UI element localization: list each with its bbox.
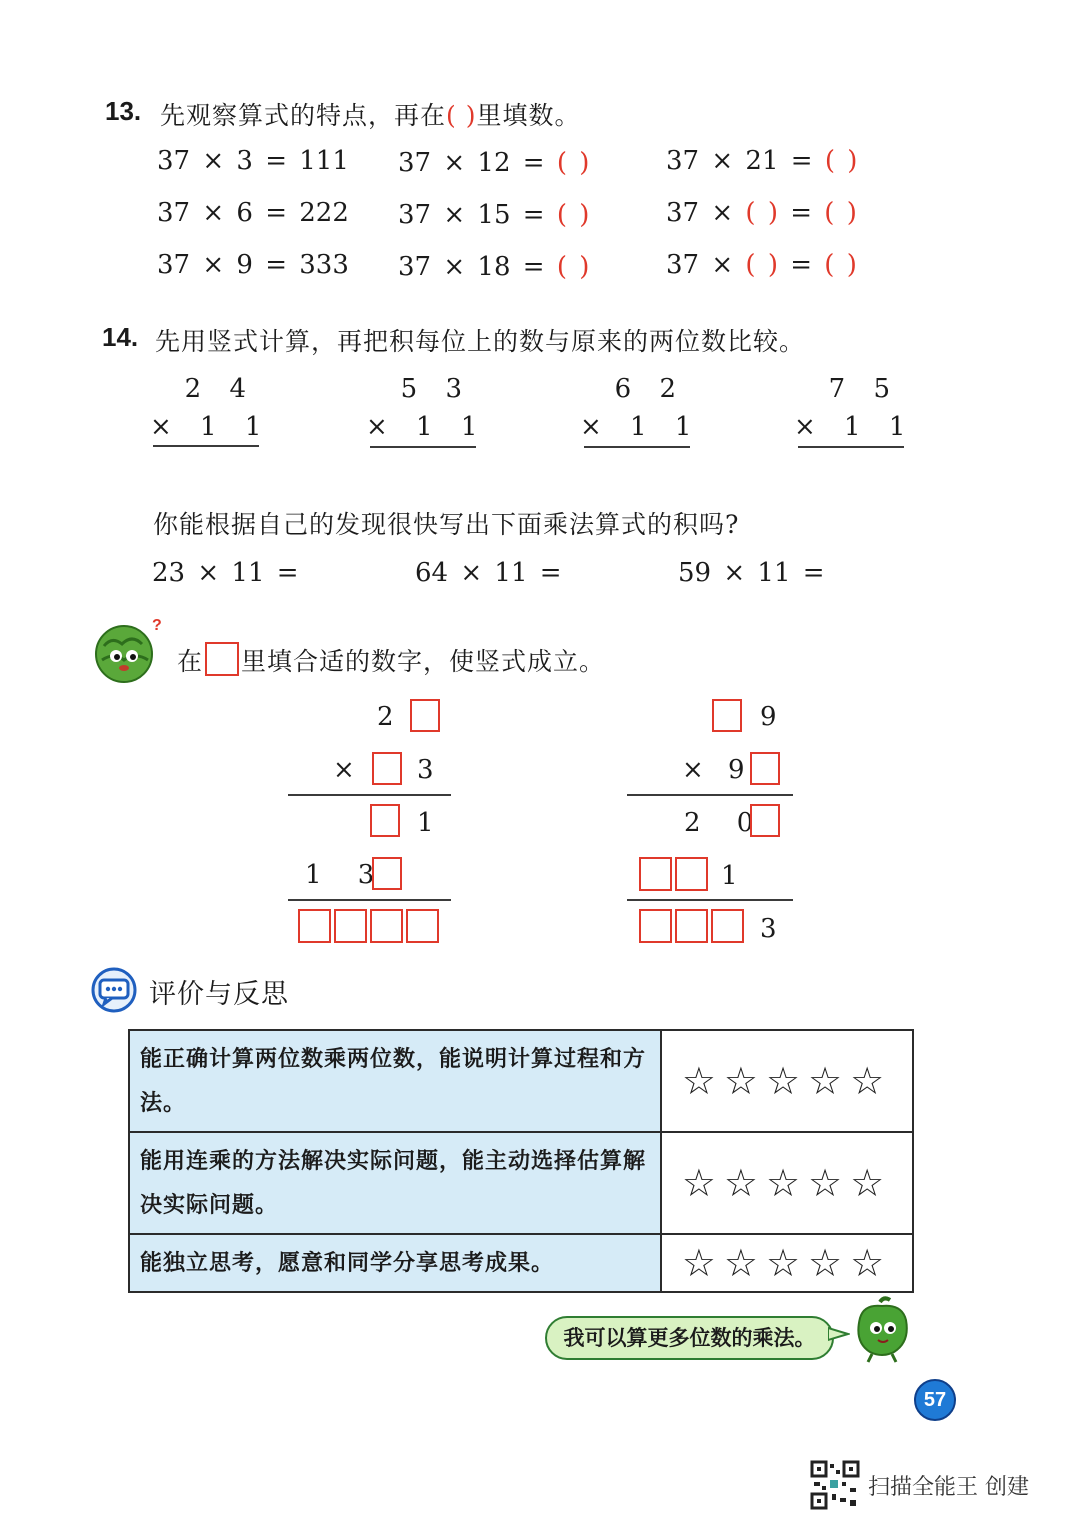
q13-col3-row2: 37 × ( ) = ( )	[666, 198, 857, 228]
vertical-rule-2	[370, 446, 476, 448]
equation-text: 37 ×	[666, 198, 734, 228]
q13-col2-row3	[398, 252, 589, 282]
speech-bubble: 我可以算更多位数的乘法。	[545, 1316, 834, 1360]
q13-col2-row2	[398, 200, 589, 230]
question-13-number: 13.	[105, 96, 142, 126]
left-puzzle-digits: 1 3	[305, 860, 389, 890]
digit-box[interactable]	[370, 909, 403, 943]
table-row	[129, 1132, 913, 1234]
digit-box[interactable]	[750, 804, 780, 837]
digit-box[interactable]	[372, 857, 402, 890]
left-puzzle-digit: 2	[377, 702, 394, 732]
quick-multiply-1: 23 × 11 =	[152, 558, 299, 588]
q13-col3-row3: 37 × ( ) = ( )	[666, 250, 857, 280]
vertical-bottom-2: × 1 1	[366, 412, 488, 442]
digit-box[interactable]	[372, 752, 402, 785]
factor-blank[interactable]: ( )	[745, 198, 778, 228]
digit-box[interactable]	[410, 699, 440, 732]
pepper-mascot-icon	[850, 1296, 916, 1364]
digit-box[interactable]	[298, 909, 331, 943]
q13-col1-row3: 37 × 9 = 333	[157, 250, 349, 280]
vertical-rule-1	[153, 445, 259, 447]
digit-box[interactable]	[334, 909, 367, 943]
star-rating[interactable]: ☆☆☆☆☆	[661, 1234, 913, 1292]
qr-code-icon	[810, 1460, 860, 1510]
q13-col1-row1: 37 × 3 = 111	[157, 146, 349, 176]
criterion-cell: 能正确计算两位数乘两位数，能说明计算过程和方法。	[129, 1030, 661, 1132]
question-13-prompt-part-a: 先观察算式的特点，再在	[160, 101, 447, 130]
vertical-bottom-1: × 1 1	[150, 412, 272, 442]
question-13-prompt-part-b: 里填数。	[476, 101, 581, 130]
equation-text: 37 ×	[666, 250, 734, 280]
q13-col1-row2: 37 × 6 = 222	[157, 198, 349, 228]
watermark-text: 扫描全能王 创建	[868, 1475, 1029, 1500]
page-number-badge: 57	[914, 1379, 956, 1421]
digit-box[interactable]	[639, 909, 672, 943]
answer-blank[interactable]: ( )	[556, 252, 590, 282]
q13-col2-row1	[398, 148, 589, 178]
table-row	[129, 1030, 913, 1132]
answer-blank[interactable]: ( )	[824, 250, 857, 280]
vertical-top-1: 2 4	[184, 374, 256, 404]
factor-blank[interactable]: ( )	[745, 250, 778, 280]
digit-box[interactable]	[675, 909, 708, 943]
vertical-top-2: 5 3	[400, 374, 472, 404]
digit-box[interactable]	[639, 857, 672, 891]
question-14-prompt: 先用竖式计算，再把积每位上的数与原来的两位数比较。	[155, 327, 806, 356]
right-puzzle-rule-1	[627, 794, 793, 796]
criterion-cell: 能用连乘的方法解决实际问题，能主动选择估算解决实际问题。	[129, 1132, 661, 1234]
prompt-box-icon	[205, 642, 239, 676]
question-14-number: 14.	[102, 322, 139, 352]
evaluation-table	[128, 1029, 914, 1293]
chat-bubble-icon	[90, 966, 138, 1014]
digit-box[interactable]	[711, 909, 744, 943]
equation-text: 37 × 15 =	[398, 200, 545, 230]
right-puzzle-digit: 9	[760, 702, 777, 732]
vertical-top-4: 7 5	[828, 374, 900, 404]
right-puzzle-multiplier: × 9	[682, 755, 753, 785]
prompt-paren: ( )	[446, 101, 477, 130]
quick-multiply-3: 59 × 11 =	[678, 558, 825, 588]
puzzle-prompt-part-a: 在	[177, 647, 204, 676]
equation-text: 37 × 21 =	[666, 146, 813, 176]
digit-box[interactable]	[406, 909, 439, 943]
left-puzzle-digit: 1	[417, 808, 434, 838]
digit-box[interactable]	[712, 699, 742, 732]
vertical-bottom-4: × 1 1	[794, 412, 916, 442]
vertical-bottom-3: × 1 1	[580, 412, 702, 442]
answer-blank[interactable]: ( )	[824, 146, 858, 176]
puzzle-prompt	[177, 642, 605, 678]
vertical-rule-3	[584, 446, 690, 448]
digit-box[interactable]	[675, 857, 708, 891]
left-puzzle-rule-1	[288, 794, 451, 796]
quick-multiply-2: 64 × 11 =	[415, 558, 562, 588]
left-puzzle-times: ×	[333, 755, 355, 785]
question-14-followup: 你能根据自己的发现很快写出下面乘法算式的积吗?	[153, 510, 740, 539]
right-puzzle-digit: 1	[721, 861, 738, 891]
q13-col3-row1	[666, 146, 857, 176]
digit-box[interactable]	[370, 804, 400, 837]
right-puzzle-digits: 2 0	[684, 808, 768, 838]
svg-text:?: ?	[152, 617, 162, 634]
equation-text: 37 × 18 =	[398, 252, 545, 282]
equation-text: 37 × 12 =	[398, 148, 545, 178]
question-13-prompt	[160, 96, 581, 132]
left-puzzle-rule-2	[288, 899, 451, 901]
star-rating[interactable]: ☆☆☆☆☆	[661, 1030, 913, 1132]
right-puzzle-rule-2	[627, 899, 793, 901]
vertical-top-3: 6 2	[614, 374, 686, 404]
speech-bubble-tail-icon	[828, 1322, 850, 1346]
evaluation-title: 评价与反思	[149, 979, 289, 1010]
vertical-rule-4	[798, 446, 904, 448]
star-rating[interactable]: ☆☆☆☆☆	[661, 1132, 913, 1234]
digit-box[interactable]	[750, 752, 780, 785]
left-puzzle-digit: 3	[417, 755, 434, 785]
right-puzzle-digit: 3	[760, 914, 777, 944]
table-row	[129, 1234, 913, 1292]
puzzle-prompt-part-b: 里填合适的数字，使竖式成立。	[241, 647, 606, 676]
answer-blank[interactable]: ( )	[556, 200, 590, 230]
answer-blank[interactable]: ( )	[556, 148, 590, 178]
answer-blank[interactable]: ( )	[824, 198, 857, 228]
criterion-cell: 能独立思考，愿意和同学分享思考成果。	[129, 1234, 661, 1292]
watermelon-mascot-icon	[92, 616, 164, 684]
